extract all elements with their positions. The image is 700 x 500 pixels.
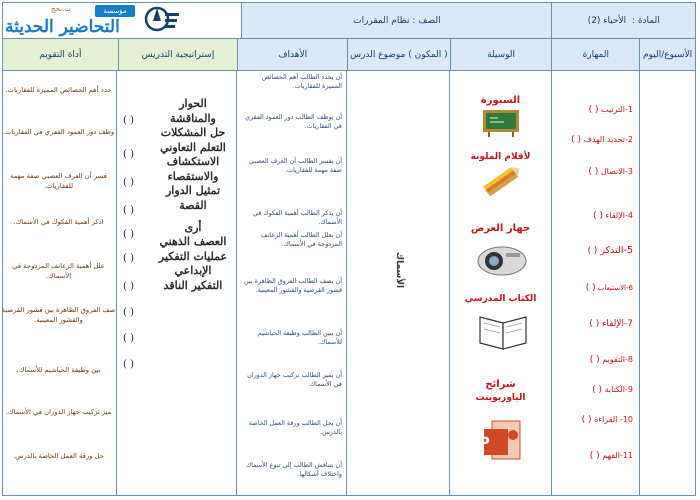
assessment-item: حدد أهم الخصائص المميزة للفقاريات. [5,86,112,94]
assessment-item: اذكر أهمية الفكوك في الأسماك. [13,218,104,226]
strategy-item: حل المشكلات [160,126,226,139]
skill-item: 9-الكتابة ( ) [592,385,633,395]
subject-label: المادة : [631,15,660,26]
strategy-paren: ( ) [123,281,134,292]
strategy-item: الحوار [179,97,207,110]
goal-item: أن يميز الطالب تركيب جهاز الدوران في الأسماك. [247,371,342,388]
subject-cell [551,3,695,39]
projector-icon [476,239,528,279]
lesson-topic: الأسماك [394,251,405,289]
assessment-item: ميز تركيب جهاز الدوران في الأسماك. [5,408,112,416]
strategy-item: عمليات التفكير [158,249,228,263]
col-strategy: إستراتيجية التدريس [118,39,238,71]
strategy-paren: ( ) [123,229,134,240]
powerpoint-icon [478,419,522,463]
assessment-column [1,71,116,495]
goal-item: أن يعلل الطالب أهمية الزعانف المزدوجة في الأسماك. [260,231,342,248]
strategy-paren: ( ) [123,115,134,126]
logo-emblem-icon [141,5,181,35]
assessment-item: وظف دور العمود الفقري في الفقاريات. [2,128,115,136]
goal-item: أن يحل الطالب ورقة العمل الخاصة بالدرس. [248,419,342,436]
means-label: الباوربوينت [475,393,526,403]
col-skill: المهارة [551,39,639,71]
goal-item: أن يذكر الطالب أهمية الفكوك في الأسماك. [252,209,342,226]
skill-item: 4-الإلقاء ( ) [593,211,633,221]
week-day-column [639,71,695,495]
strategy-item: الاستكشاف [166,155,220,168]
skill-item: 8-التقويم ( ) [589,355,633,365]
strategy-item: التعلم التعاوني [160,140,226,154]
assessment-item: صف الفروق الظاهرة بين قشور القرصية والقشور المعينية. [1,306,116,324]
skill-column [551,71,639,495]
skill-item: 7-الإلقاء ( ) [589,319,633,329]
means-label: السبورة [480,95,521,106]
goals-column [236,71,346,495]
strategy-item: والاستقصاء [167,169,219,183]
lesson-plan-table [2,2,696,496]
col-week-day: الأسبوع/اليوم [639,39,695,71]
strategy-paren: ( ) [123,253,134,264]
strategy-item: التفكير الناقد [163,278,223,292]
goal-item: أن يفسر الطالب أن العرف العصبي صفة مهمة للفقاريات. [248,157,342,174]
class-label: الصف : [412,15,441,26]
strategy-list [156,97,230,293]
class-value: نظام المقررات [353,15,410,26]
strategy-item: أرى [184,220,202,234]
means-label: لأقلام الملونة [470,152,531,162]
goal-item: أن يبين الطالب وظيفة الخياشيم للأسماك. [257,329,342,346]
means-label: الكتاب المدرسي [464,294,537,304]
means-column [449,71,551,495]
col-assessment: أداة التقويم [3,39,118,71]
class-cell [241,3,551,39]
assessment-item: فسر أن العرف العصبي صفة مهمة للفقاريات. [10,172,107,190]
strategy-item: الإبداعي [174,264,212,277]
svg-text:P: P [478,433,490,452]
skill-item: 6-الاستيعاب ( ) [585,283,633,293]
strategy-item: والمناقشة [170,111,216,125]
logo-tag-small: ت.نحج [50,5,71,13]
strategy-item: القصة [179,198,207,212]
goal-item: أن يتناقش الطالب إلى تنوع الأسماك واختلاف أشكالها. [245,461,342,478]
col-component: ( المكون ) موضوع الدرس [347,39,450,71]
skill-item: 10- القراءة ( ) [581,415,633,425]
strategy-item: العصف الذهني [159,235,227,248]
col-goals: الأهداف [237,39,347,71]
skill-item: 11-الفهم ( ) [589,451,633,461]
header-row-top [3,3,695,39]
header-row-columns [3,39,695,71]
assessment-item: حل ورقة العمل الخاصة بالدرس. [13,452,104,460]
book-icon [476,309,530,351]
strategy-item: تمثيل الدوار [165,184,221,197]
assessment-item: بين وظيفة الخياشيم للأسماك. [16,366,101,374]
skill-item: 5-التذكر ( ) [587,245,633,256]
goal-item: أن يوظف الطالب دور العمود الفقري في الفقاريات. [245,113,342,130]
strategy-column [116,71,236,495]
col-means: الوسيلة [450,39,552,71]
means-label: جهاز العرض [470,223,531,234]
goal-item: أن يصف الطالب الفروق الظاهرة بين قشور القرصية والقشور المعينية. [244,277,342,294]
strategy-paren: ( ) [123,307,134,318]
skill-item: 2-تحديد الهدف ( ) [571,135,633,145]
logo [3,3,183,39]
strategy-paren: ( ) [123,205,134,216]
skill-item: 1-الترتيب ( ) [588,105,633,115]
strategy-paren: ( ) [123,333,134,344]
means-label: شرائح [485,379,516,390]
strategy-paren: ( ) [123,359,134,370]
strategy-paren: ( ) [123,149,134,160]
chalkboard-icon [482,109,520,137]
subject-value: الأحياء (2) [587,15,627,26]
colored-pencils-icon [480,165,524,199]
logo-text: التحاضير الحديثة [4,17,120,37]
goal-item: أن يحدد الطالب أهم الخصائص المميزة للفقاريات. [261,73,342,90]
strategy-paren: ( ) [123,177,134,188]
logo-tag: مؤسسة [95,5,135,17]
assessment-item: علل أهمية الزعانف المزدوجة في الأسماك. [12,262,105,280]
component-column [346,71,449,495]
logo-cell [3,3,241,39]
skill-item: 3-الاتصال ( ) [588,167,633,177]
